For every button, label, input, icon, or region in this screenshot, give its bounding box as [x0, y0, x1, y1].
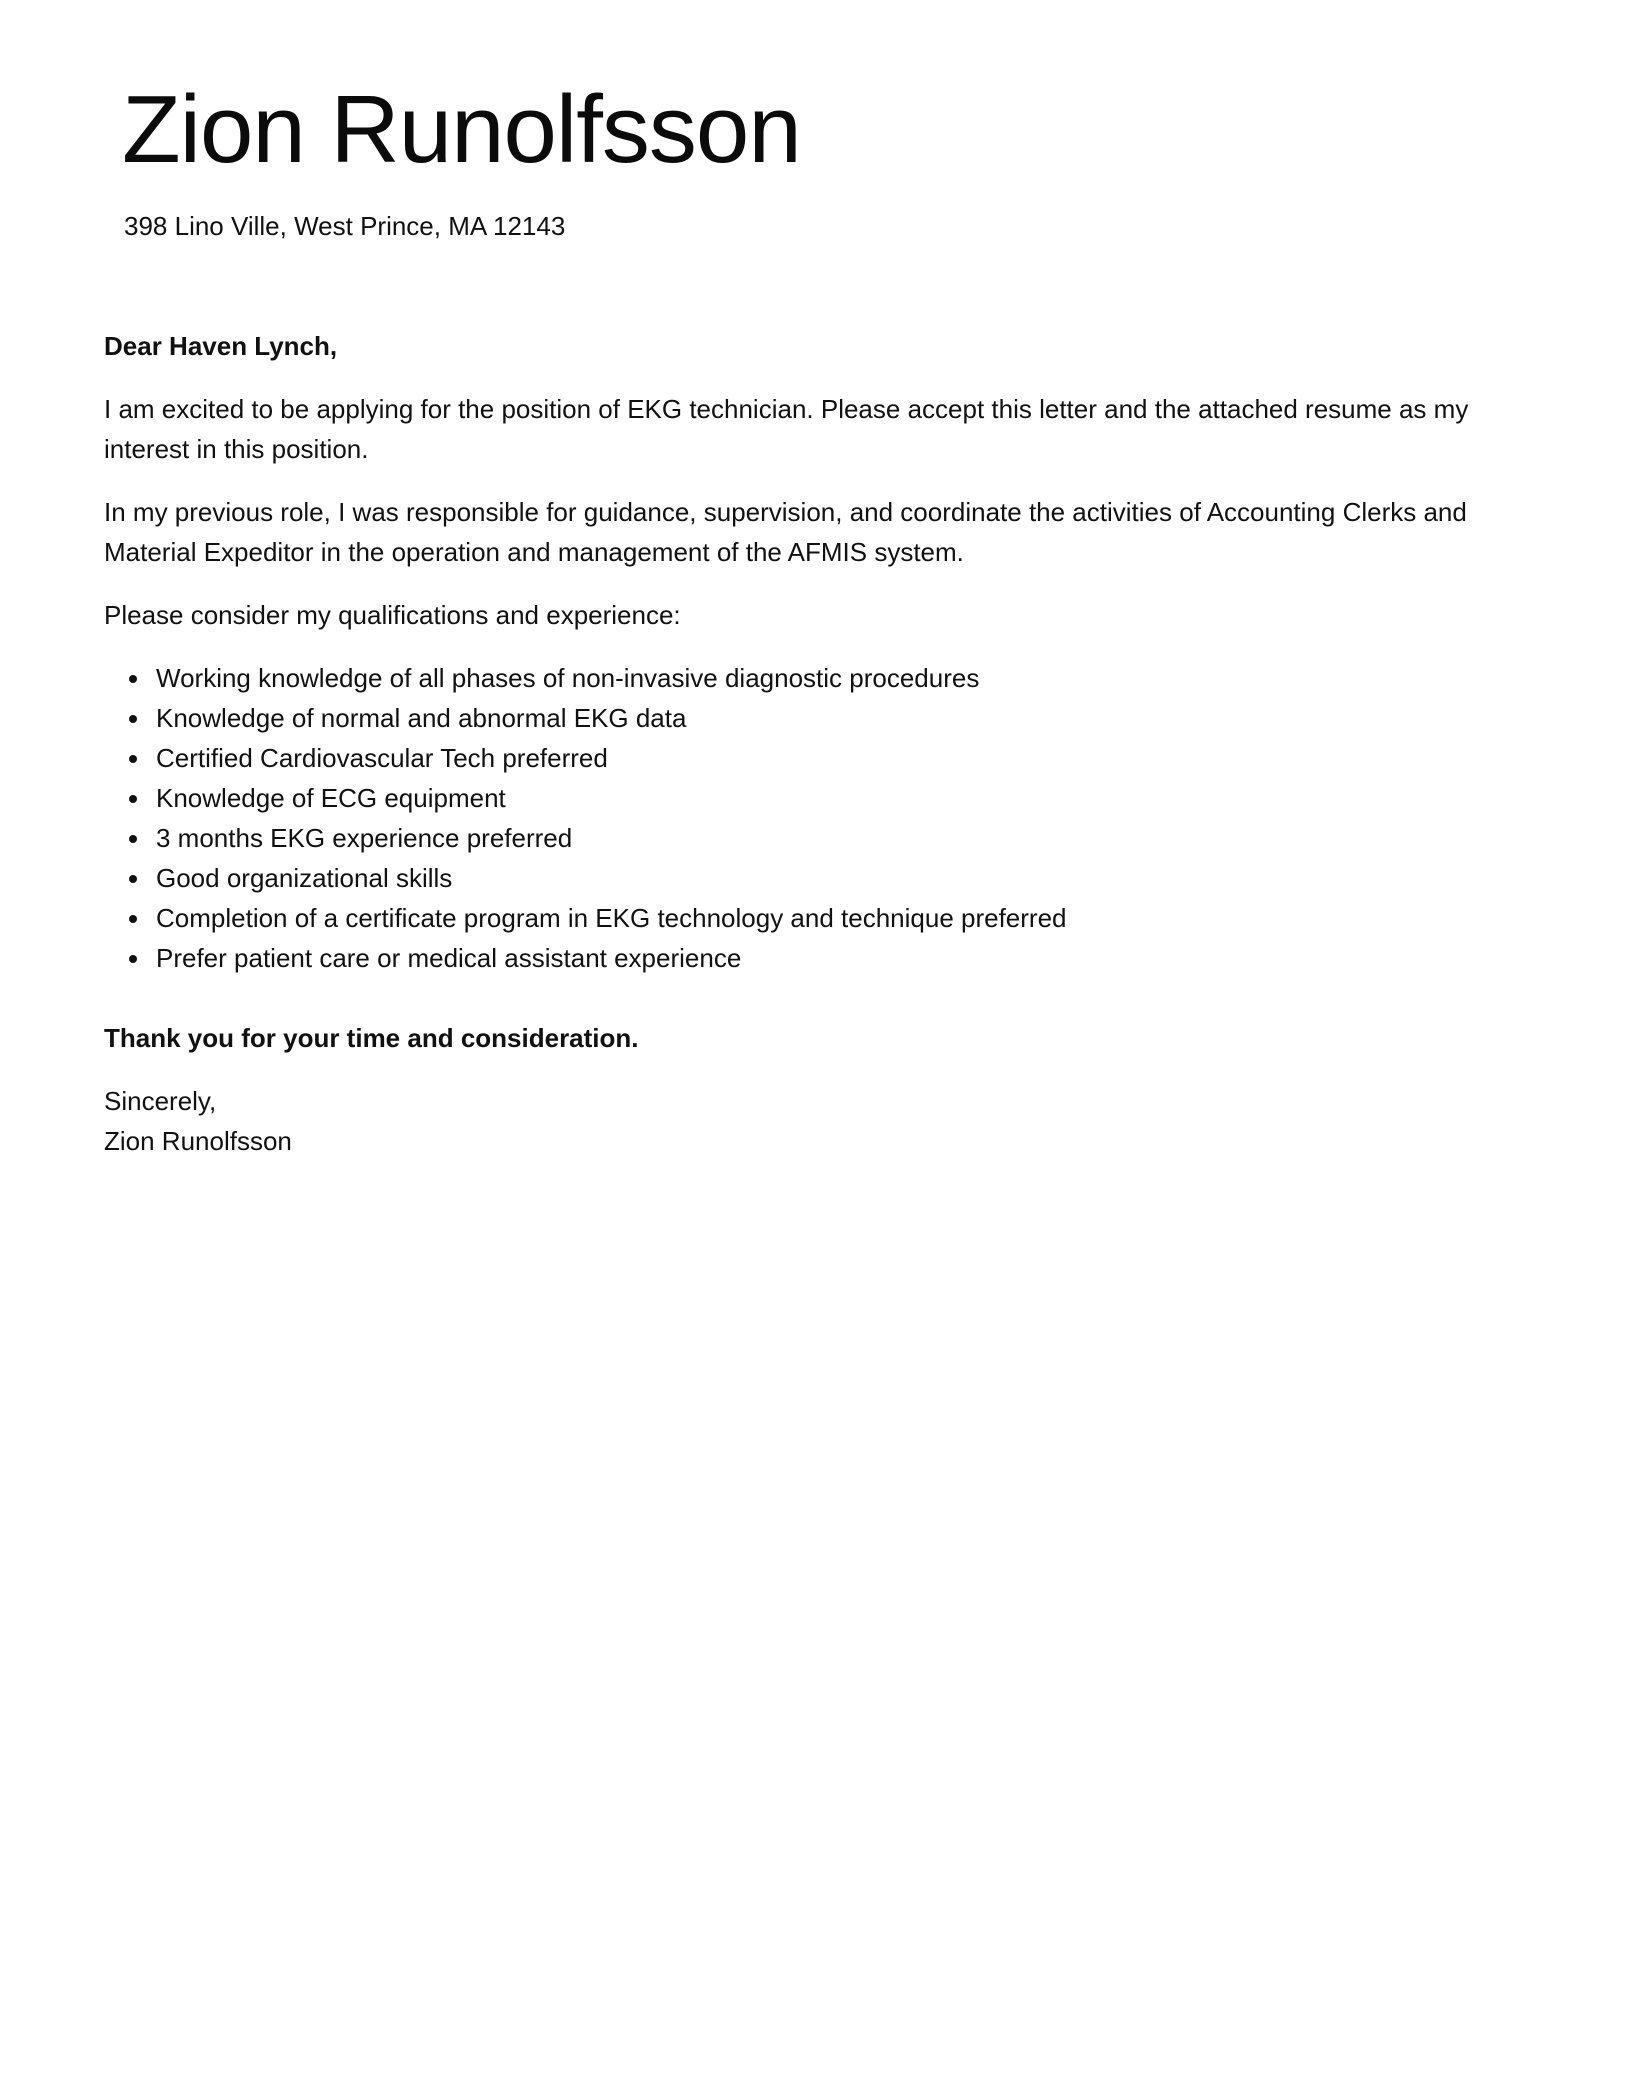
list-item: • Knowledge of ECG equipment	[152, 778, 1504, 818]
signature-name: Zion Runolfsson	[104, 1126, 292, 1156]
list-item: • Prefer patient care or medical assistant experience	[152, 938, 1504, 978]
qualifications-intro: Please consider my qualifications and experience:	[104, 600, 681, 630]
intro-paragraph: I am excited to be applying for the position of EKG technician. Please accept this letter and the attached resume as my interest in this position.	[104, 394, 1469, 464]
list-item: • Good organizational skills	[152, 858, 1504, 898]
thank-you-line: Thank you for your time and consideration.	[104, 1023, 639, 1053]
letter-header	[122, 70, 801, 244]
salutation: Dear Haven Lynch,	[104, 331, 338, 361]
letter-body	[104, 326, 1504, 1161]
list-item: • Knowledge of normal and abnormal EKG data	[152, 698, 1504, 738]
list-item: • Completion of a certificate program in EKG technology and technique preferred	[152, 898, 1504, 938]
qualifications-list	[104, 658, 1504, 978]
experience-paragraph: In my previous role, I was responsible for guidance, supervision, and coordinate the activities of Accounting Clerks and Material Expeditor in the operation and management of the AFMIS system.	[104, 497, 1467, 567]
list-item: • 3 months EKG experience preferred	[152, 818, 1504, 858]
sender-address: 398 Lino Ville, West Prince, MA 12143	[124, 211, 566, 241]
list-item: • Certified Cardiovascular Tech preferred	[152, 738, 1504, 778]
list-item: • Working knowledge of all phases of non-invasive diagnostic procedures	[152, 658, 1504, 698]
sender-name: Zion Runolfsson	[122, 76, 801, 183]
sign-off: Sincerely,	[104, 1086, 217, 1116]
